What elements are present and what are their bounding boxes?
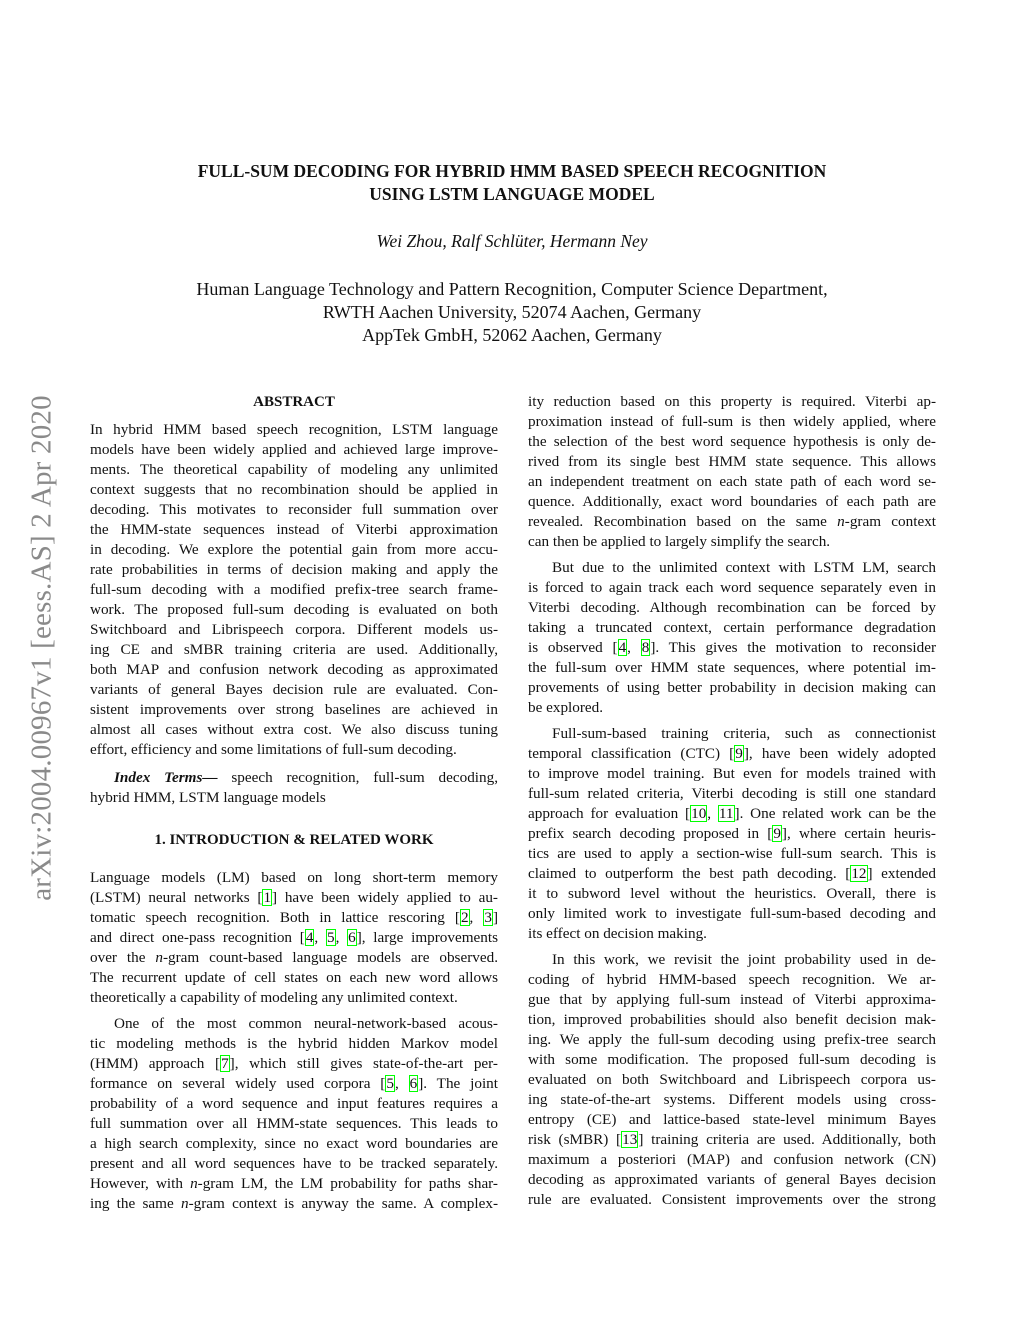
text-line: Full-sum-based training criteria, such as connectionist [552,725,936,742]
text-line: ing state-of-the-art systems. Different models using cross- [528,1091,936,1108]
text-line: its effect on decision making. [528,925,707,942]
text-line: rived from its single best HMM state sequence. This allows [528,453,936,470]
paragraph [528,950,936,1210]
text-line: ing the same n-gram context is anyway the same. A complex- [90,1195,498,1212]
citation-link[interactable]: 12 [851,865,867,882]
text-line: full-sum decoding with a modified prefix-tree search frame- [90,581,498,598]
text-line: claimed to outperform the best path decoding. [12] extended [528,865,937,882]
citation-link[interactable]: 5 [386,1075,394,1092]
text-line: the full-sum over HMM state sequences, where potential im- [528,659,936,676]
text-line: theoretically a capability of modeling any unlimited context. [90,989,458,1006]
text-line: The recurrent update of cell states on each new word allows [90,969,498,986]
citation-link[interactable]: 10 [691,805,707,822]
citation-link[interactable]: 2 [460,909,469,926]
text-line: full summation over all HMM-state sequences. This leads to [90,1115,498,1132]
text-line: approach for evaluation [10, 11]. One related work can be the [528,805,936,822]
text-line: is observed [4, 8]. This gives the motivation to reconsider [528,639,937,656]
text-line: models have been widely applied and achieved large improve- [90,441,498,458]
citation-link[interactable]: 9 [735,745,743,762]
text-line: full-sum related criteria, Viterbi decoding is still one standard [528,785,936,802]
affiliation-line: Human Language Technology and Pattern Recognition, Computer Science Department, [196,279,828,299]
authors: Wei Zhou, Ralf Schlüter, Hermann Ney [376,231,648,251]
right-column [528,392,936,1210]
text-line: decoding as approximated variants of general Bayes decision [528,1171,936,1188]
text-line: tion, improved probabilities should also benefit decision mak- [528,1011,936,1028]
text-line: tic modeling methods is the hybrid hidden Markov model [90,1035,498,1052]
text-line: the selection of the best word sequence hypothesis is only de- [528,433,936,450]
citation-link[interactable]: 5 [326,929,335,946]
text-line: In hybrid HMM based speech recognition, LSTM language [90,421,498,438]
citation-link[interactable]: 6 [409,1075,418,1092]
text-line: context suggests that no recombination should be applied in [90,481,498,498]
text-line: proximation instead of full-sum is then widely applied, where [528,413,936,430]
text-line: provements of using better probability in decision making can [528,679,936,696]
text-line: Viterbi decoding. Although recombination can be forced by [528,599,936,616]
text-line: evaluated on both Switchboard and Librispeech corpora us- [528,1071,936,1088]
text-line: effort, efficiency and some limitations of full-sum decoding. [90,741,457,758]
text-line: a high search complexity, since no exact word boundaries are [90,1135,498,1152]
text-line: ity reduction based on this property is required. Viterbi ap- [528,393,936,410]
text-line: Switchboard and Librispeech corpora. Different models us- [90,621,498,638]
text-line: be explored. [528,699,604,716]
text-line: the HMM-state sequences instead of Viterbi approximation [90,521,498,538]
text-line: maximum a posteriori (MAP) and confusion network (CN) [528,1151,936,1168]
index-terms-label: Index Terms— [114,769,218,786]
citation-link[interactable]: 3 [484,909,492,926]
text-line: both MAP and confusion network decoding as approximated [90,661,498,678]
text-line: However, with n-gram LM, the LM probability for paths shar- [90,1175,498,1192]
text-line: variants of general Bayes decision rule are evaluated. Con- [90,681,498,698]
text-line: over the n-gram count-based language models are observed. [90,949,498,966]
citation-link[interactable]: 11 [718,805,734,822]
text-line: tics are used to apply a section-wise full-sum search. This is [528,845,936,862]
text-line: ing. We apply the full-sum decoding using prefix-tree search [528,1031,936,1048]
paragraph [528,724,936,944]
citation-link[interactable]: 7 [221,1055,229,1072]
citation-link[interactable]: 6 [348,929,356,946]
left-column [90,392,498,1214]
citation-link[interactable]: 4 [305,929,314,946]
text-line: is forced to again track each word sequence separately even in [528,579,936,596]
text-line: quence. Additionally, exact word boundaries of each path are [528,493,936,510]
arxiv-stamp: arXiv:2004.00967v1 [eess.AS] 2 Apr 2020 [25,395,58,901]
text-line: present and all word sequences have to be tracked separately. [90,1155,498,1172]
text-line: only limited work to investigate full-sum-based decoding and [528,905,936,922]
text-line: tomatic speech recognition. Both in lattice rescoring [2, 3] [90,909,498,926]
text-line: in decoding. We explore the potential gain from more accu- [90,541,498,558]
citation-link[interactable]: 9 [773,825,781,842]
text-line: But due to the unlimited context with LSTM LM, search [552,559,936,576]
text-line: coding of hybrid HMM-based speech recognition. We ar- [528,971,936,988]
text-line: Language models (LM) based on long short-term memory [90,869,498,886]
text-line: to improve model training. But even for models trained with [528,765,936,782]
text-line: taking a truncated context, certain performance degradation [528,619,936,636]
affiliation-line: RWTH Aachen University, 52074 Aachen, Germany [322,302,702,322]
paragraph [528,392,936,552]
paragraph [90,868,498,1008]
citation-link[interactable]: 13 [622,1131,638,1148]
title-line: USING LSTM LANGUAGE MODEL [369,184,655,204]
paragraph [90,420,498,760]
affiliations [0,278,1024,347]
text-line: hybrid HMM, LSTM language models [90,789,326,806]
text-line: rate probabilities in terms of decision making and apply the [90,561,498,578]
text-line: risk (sMBR) [13] training criteria are used. Additionally, both [528,1131,936,1148]
index-terms [90,768,498,808]
text-line: formance on several widely used corpora [5, 6]. The joint [90,1075,498,1092]
text-line: prefix search decoding proposed in [9], where certain heuris- [528,825,936,842]
text-line: gue that by applying full-sum instead of Viterbi approxima- [528,991,936,1008]
text-line: probability of a word sequence and input features requires a [90,1095,498,1112]
text-line: ments. The theoretical capability of modeling any unlimited [90,461,498,478]
text-line: and direct one-pass recognition [4, 5, 6], large improvements [90,929,499,946]
text-line: work. The proposed full-sum decoding is evaluated on both [90,601,498,618]
text-line: it to subword level without the heuristics. Overall, there is [528,885,936,902]
text-line: sistent improvements over strong baselines are achieved in [90,701,498,718]
text-line: ing CE and sMBR training criteria are used. Additionally, [90,641,498,658]
text-line: revealed. Recombination based on the same n-gram context [528,513,937,530]
text-line: entropy (CE) and lattice-based state-level minimum Bayes [528,1111,936,1128]
text-line: One of the most common neural-network-based acous- [114,1015,498,1032]
text-line: decoding. This motivates to reconsider full summation over [90,501,498,518]
citation-link[interactable]: 1 [263,889,272,906]
text-line: rule are evaluated. Consistent improvements over the strong [528,1191,936,1208]
text-line: almost all cases without extra cost. We also discuss tuning [90,721,498,738]
text-line: (LSTM) neural networks [1] have been widely applied to au- [90,889,498,906]
text-line: (HMM) approach [7], which still gives state-of-the-art per- [90,1055,498,1072]
text-line: temporal classification (CTC) [9], have been widely adopted [528,745,936,762]
text-line: an independent treatment on each state path of each word se- [528,473,936,490]
paragraph [528,558,936,718]
text-line: Index Terms— speech recognition, full-sum decoding, [114,769,499,786]
text-line: In this work, we revisit the joint probability used in de- [552,951,936,968]
affiliation-line: AppTek GmbH, 52062 Aachen, Germany [362,325,662,345]
paragraph [90,1014,498,1214]
citation-link[interactable]: 4 [618,639,627,656]
text-line: with some modification. The proposed full-sum decoding is [528,1051,936,1068]
title-line: FULL-SUM DECODING FOR HYBRID HMM BASED SPEECH RECOGNITION [197,161,827,181]
citation-link[interactable]: 8 [641,639,650,656]
section-heading: ABSTRACT [253,394,335,410]
paper-title [0,160,1024,206]
text-line: can then be applied to largely simplify the search. [528,533,831,550]
section-heading: 1. INTRODUCTION & RELATED WORK [154,832,434,848]
